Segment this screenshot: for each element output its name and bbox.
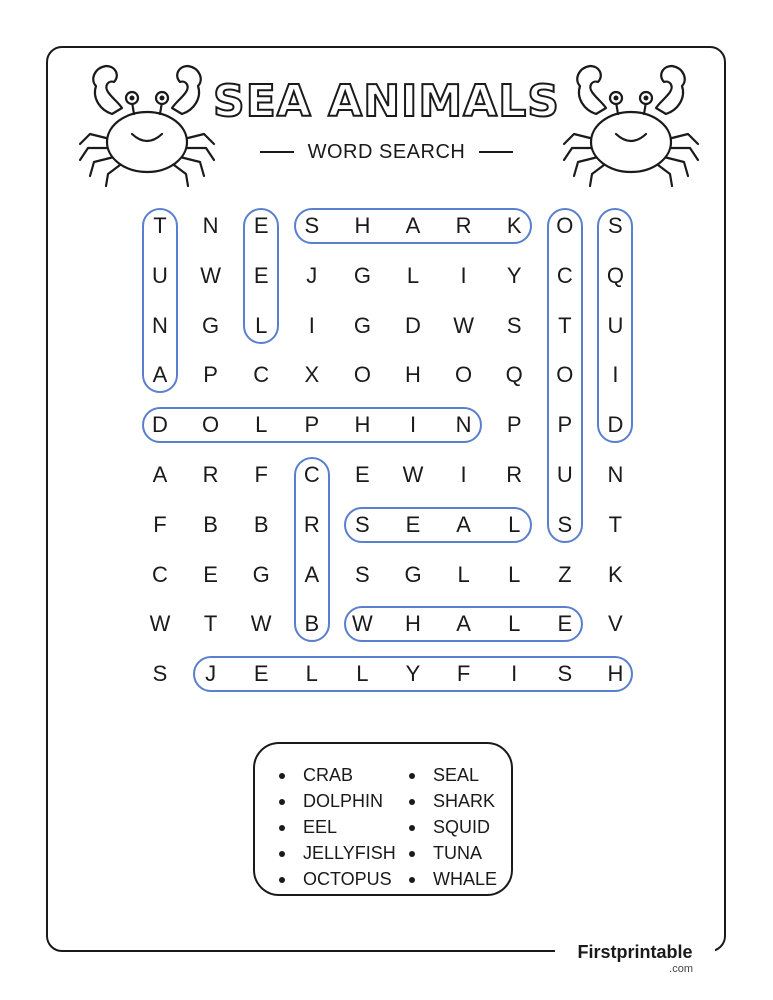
grid-letter: P bbox=[304, 412, 320, 438]
word-list-item: JELLYFISH bbox=[279, 840, 396, 866]
grid-letter: H bbox=[354, 213, 371, 238]
grid-letter: H bbox=[405, 362, 421, 388]
grid-letter: P bbox=[203, 362, 218, 388]
grid-letter: I bbox=[460, 262, 467, 288]
grid-letter: Y bbox=[405, 661, 421, 687]
grid-letter: Z bbox=[558, 561, 572, 587]
grid-letter: C bbox=[253, 362, 270, 388]
grid-letter: O bbox=[556, 362, 574, 388]
grid-letter: Y bbox=[506, 262, 522, 288]
grid-letter: A bbox=[456, 511, 471, 537]
grid-letter: S bbox=[355, 511, 370, 537]
grid-letter: G bbox=[353, 262, 371, 288]
grid-letter: E bbox=[203, 561, 218, 587]
grid-letter: X bbox=[304, 362, 320, 388]
grid-letter: H bbox=[405, 611, 421, 637]
grid-letter: O bbox=[455, 362, 473, 388]
grid-letter: D bbox=[152, 412, 168, 438]
grid-letter: S bbox=[304, 213, 320, 238]
grid-letter: R bbox=[506, 462, 523, 487]
grid-letter: K bbox=[608, 561, 623, 587]
grid-letter: T bbox=[558, 312, 572, 338]
brand-domain: .com bbox=[669, 963, 693, 975]
grid-letter: B bbox=[253, 511, 269, 537]
grid-letter: W bbox=[250, 611, 272, 637]
grid-letter: I bbox=[612, 362, 619, 388]
grid-letter: V bbox=[608, 611, 623, 637]
word-list-item: DOLPHIN bbox=[279, 788, 396, 814]
grid-letter: A bbox=[304, 561, 320, 587]
grid-letter: E bbox=[253, 661, 269, 687]
grid-letter: S bbox=[557, 511, 573, 537]
grid-letter: W bbox=[149, 611, 171, 637]
grid-letter: L bbox=[305, 661, 318, 687]
word-list-left bbox=[279, 762, 396, 892]
grid-letter: N bbox=[202, 213, 219, 238]
grid-letter: S bbox=[355, 561, 370, 587]
grid-letter: S bbox=[557, 661, 573, 687]
grid-letter: H bbox=[354, 412, 371, 438]
grid-letter: G bbox=[202, 312, 220, 338]
grid-letter: R bbox=[303, 511, 320, 537]
word-list-item: WHALE bbox=[409, 866, 497, 892]
grid-letter: G bbox=[353, 312, 371, 338]
word-list-item: OCTOPUS bbox=[279, 866, 396, 892]
word-list-box bbox=[253, 742, 513, 896]
grid-letter: F bbox=[153, 511, 167, 537]
grid-letter: L bbox=[406, 262, 420, 288]
grid-letter: Q bbox=[606, 262, 624, 288]
word-list-item: EEL bbox=[279, 814, 396, 840]
page-title: SEA ANIMALS bbox=[213, 76, 560, 127]
grid-letter: E bbox=[253, 213, 269, 238]
grid-letter: L bbox=[255, 312, 268, 338]
word-list-item: SHARK bbox=[409, 788, 497, 814]
grid-letter: N bbox=[455, 412, 472, 438]
grid-letter: N bbox=[152, 312, 168, 338]
grid-letter: H bbox=[607, 661, 624, 687]
grid-letter: A bbox=[456, 611, 471, 637]
grid-letter: I bbox=[409, 412, 417, 438]
grid-letter: L bbox=[508, 511, 521, 537]
grid-letter: T bbox=[153, 213, 167, 238]
grid-letter: P bbox=[506, 412, 522, 438]
grid-letter: U bbox=[152, 262, 168, 288]
grid-letter: L bbox=[255, 412, 268, 438]
brand-logo bbox=[555, 941, 715, 981]
grid-letter: B bbox=[304, 611, 320, 637]
grid-letter: W bbox=[352, 611, 373, 637]
grid-letter: A bbox=[152, 462, 168, 487]
grid-letter: F bbox=[254, 462, 268, 487]
grid-letter: A bbox=[152, 362, 168, 388]
grid-letter: S bbox=[608, 213, 623, 238]
grid-letter: L bbox=[457, 561, 470, 587]
word-list-item: SQUID bbox=[409, 814, 497, 840]
grid-letter: C bbox=[152, 561, 168, 587]
grid-letter: Q bbox=[505, 362, 523, 388]
grid-letter: W bbox=[200, 262, 221, 288]
grid-letter: L bbox=[356, 661, 369, 687]
grid-letter: S bbox=[152, 661, 168, 687]
grid-letter: S bbox=[506, 312, 522, 338]
grid-letter: W bbox=[402, 462, 424, 487]
grid-letter: D bbox=[607, 412, 624, 438]
grid-letter: D bbox=[405, 312, 421, 338]
brand-name: Firstprintable bbox=[577, 942, 693, 962]
word-list-item: SEAL bbox=[409, 762, 497, 788]
grid-letter: O bbox=[556, 213, 574, 238]
grid-letter: W bbox=[453, 312, 474, 338]
word-list-right bbox=[409, 762, 497, 892]
grid-letter: C bbox=[556, 262, 573, 288]
grid-letter: T bbox=[203, 611, 218, 637]
word-list-item: TUNA bbox=[409, 840, 497, 866]
grid-letter: B bbox=[203, 511, 218, 537]
grid-letter: G bbox=[404, 561, 422, 587]
grid-letter: J bbox=[205, 661, 217, 687]
grid-letter: I bbox=[308, 312, 315, 338]
grid-letter: J bbox=[306, 262, 318, 288]
grid-letter: G bbox=[252, 561, 270, 587]
subtitle: WORD SEARCH bbox=[307, 140, 466, 163]
grid-letter: C bbox=[303, 462, 320, 487]
grid-letter: K bbox=[506, 213, 522, 238]
word-list-item: CRAB bbox=[279, 762, 396, 788]
grid-letter: R bbox=[202, 462, 219, 487]
grid-letter: O bbox=[353, 362, 371, 388]
grid-letter: P bbox=[557, 412, 573, 438]
grid-letter: O bbox=[202, 412, 220, 438]
grid-letter: U bbox=[556, 462, 573, 487]
grid-letter: L bbox=[508, 611, 521, 637]
grid-letter: E bbox=[253, 262, 269, 288]
grid-letter: T bbox=[608, 511, 623, 537]
grid-letter: I bbox=[460, 462, 467, 487]
grid-letter: E bbox=[557, 611, 573, 637]
grid-letter: I bbox=[511, 661, 518, 687]
grid-letter: E bbox=[355, 462, 370, 487]
grid-letter: R bbox=[455, 213, 472, 238]
grid-letter: A bbox=[405, 213, 421, 238]
grid-letter: F bbox=[456, 661, 471, 687]
grid-letter: U bbox=[607, 312, 624, 338]
grid-letter: N bbox=[607, 462, 624, 487]
grid-letter: L bbox=[508, 561, 521, 587]
grid-letter: E bbox=[405, 511, 421, 537]
